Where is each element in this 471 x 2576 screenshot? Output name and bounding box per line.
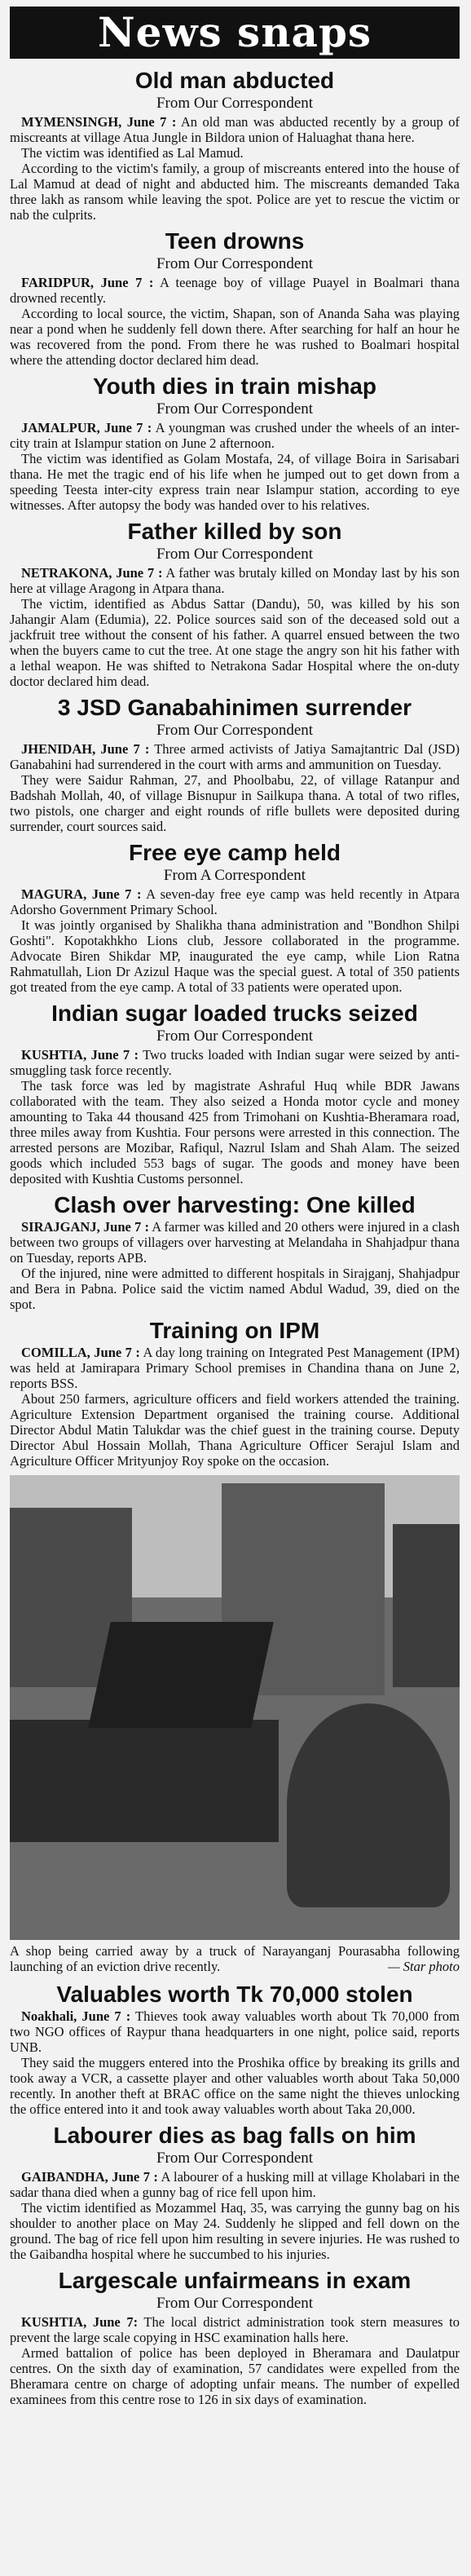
article-paragraph	[10, 886, 460, 917]
paragraph-text: Thieves took away valuables worth about Tk 70,000 from two NGO offices of Raypur thana headquarters in one night, police said, reports UNB.	[10, 2008, 460, 2055]
article-headline: Indian sugar loaded trucks seized	[51, 1001, 418, 1026]
article-byline: From Our Correspondent	[156, 2295, 314, 2312]
article-dateline: NETRAKONA, June 7 :	[21, 565, 163, 581]
news-article	[10, 2122, 460, 2262]
article-byline: From Our Correspondent	[156, 1027, 314, 1045]
article-headline: Training on IPM	[149, 1318, 320, 1343]
article-dateline: JAMALPUR, June 7 :	[21, 420, 152, 435]
paragraph-text: The victim was identified as Lal Mamud.	[21, 145, 244, 161]
paragraph-text: A father was brutaly killed on Monday last by his son here at village Aragong in Atpara thana.	[10, 565, 460, 596]
article-headline: Largescale unfairmeans in exam	[58, 2268, 412, 2293]
article-paragraph	[10, 114, 460, 145]
article-dateline: GAIBANDHA, June 7 :	[21, 2169, 158, 2185]
paragraph-text: They said the muggers entered into the Proshika office by breaking its grills and took away a VCR, a cassette player and other valuables worth about Taka 50,000 recently. In another theft at BRAC office on the same night the thieves unlocking the office entered into it and took away valuables worth about Taka 20,000.	[10, 2055, 460, 2117]
paragraph-text: According to the victim's family, a group of miscreants entered into the house of Lal Mamud at dead of night and abducted him. The miscreants demanded Taka three lakh as ransom while leaving the spot. Police are yet to rescue the victim or nab the culprits.	[10, 161, 460, 223]
article-paragraph	[10, 917, 460, 995]
paragraph-text: It was jointly organised by Shalikha thana administration and "Bondhon Shilpi Goshti". Kopotakhkho Lions club, Jessore collaborated in the programme. Advocate Biren Shikdar MP, inaugurated the eye camp, while Lion Ratna Rahmatullah, Lion Dr Azizul Haque was the special guest. A total of 350 patients got treated from the eye camp. A total of 33 patients were operated upon.	[10, 917, 460, 995]
article-byline: From Our Correspondent	[156, 546, 314, 563]
article-paragraph	[10, 1345, 460, 1391]
paragraph-text: The victim identified as Mozammel Haq, 35, was carrying the gunny bag on his shoulder to another place on May 24. Suddenly he slipped and fell down on the ground. The bag of rice fell upon him resulting in severe injuries. He was rushed to the Gaibandha hospital where he succumbed to his injuries.	[10, 2200, 460, 2262]
news-article	[10, 373, 460, 513]
news-article	[10, 67, 460, 223]
news-article	[10, 1981, 460, 2117]
article-paragraph	[10, 1266, 460, 1312]
article-byline: From Our Correspondent	[156, 95, 314, 112]
article-paragraph	[10, 2169, 460, 2200]
article-byline: From A Correspondent	[163, 867, 306, 884]
paragraph-text: Of the injured, nine were admitted to different hospitals in Sirajganj, Shahjadpur and Bera in Pabna. Police said the victim named Abdul Wadud, 39, died on the spot.	[10, 1266, 460, 1312]
article-dateline: SIRAJGANJ, June 7 :	[21, 1219, 149, 1235]
news-article	[10, 694, 460, 834]
news-article	[10, 2267, 460, 2407]
article-paragraph	[10, 565, 460, 596]
news-article	[10, 518, 460, 689]
photo-caption: A shop being carried away by a truck of Narayanganj Pourasabha following launching of an eviction drive recently.	[10, 1943, 460, 1974]
photo-caption-block	[10, 1943, 460, 1974]
photo-shop-structure	[88, 1622, 274, 1728]
article-headline: Valuables worth Tk 70,000 stolen	[56, 1982, 413, 2007]
photo-truck	[10, 1720, 279, 1842]
photo-building	[393, 1524, 460, 1687]
paragraph-text: A teenage boy of village Puayel in Boalmari thana drowned recently.	[10, 275, 460, 306]
article-headline: Labourer dies as bag falls on him	[53, 2123, 416, 2148]
article-paragraph	[10, 1078, 460, 1186]
paragraph-text: About 250 farmers, agriculture officers and field workers attended the training. Agriculture Extension Department organised the training course. Additional Director Abdul Matin Talukdar was the chief guest in the training course. Deputy Director Abul Hossain Mollah, Thana Agriculture Officer Serajul Islam and Agriculture Officer Mrityunjoy Roy spoke on the occasion.	[10, 1391, 460, 1469]
paragraph-text: Armed battalion of police has been deployed in Bheramara and Daulatpur centres. On the sixth day of examination, 57 candidates were expelled from the Bheramara centre on charge of adopting unfair means. The number of expelled examinees from this centre rose to 126 in six days of examination.	[10, 2345, 460, 2407]
article-paragraph	[10, 2055, 460, 2117]
article-dateline: MAGURA, June 7 :	[21, 886, 142, 902]
paragraph-text: The victim was identified as Golam Mostafa, 24, of village Boira in Sarisabari thana. He met the tragic end of his life when he jumped out to get down from a speeding Teesta inter-city express train near Islampur station, according to eye witnesses. After autopsy the body was handed over to his relatives.	[10, 451, 460, 513]
article-dateline: COMILLA, June 7 :	[21, 1345, 140, 1360]
article-byline: From Our Correspondent	[156, 722, 314, 739]
article-paragraph	[10, 451, 460, 513]
news-article	[10, 228, 460, 368]
article-paragraph	[10, 145, 460, 161]
article-dateline: MYMENSINGH, June 7 :	[21, 114, 177, 130]
article-paragraph	[10, 596, 460, 689]
article-paragraph	[10, 1391, 460, 1469]
paragraph-text: They were Saidur Rahman, 27, and Phoolbabu, 22, of village Ratanpur and Badshah Mollah, 40, of village Bisnupur in Sailkupa thana. A total of two rifles, two pistols, one charger and eight rounds of rifle bullets were deposited during surrender, court sources said.	[10, 772, 460, 834]
paragraph-text: A day long training on Integrated Pest Management (IPM) was held at Jamirapara Primary School premises in Chandina thana on June 2, reports BSS.	[10, 1345, 460, 1391]
photo-credit: — Star photo	[387, 1959, 460, 1974]
article-paragraph	[10, 1047, 460, 1078]
paragraph-text: Two trucks loaded with Indian sugar were seized by anti-smuggling task force recently.	[10, 1047, 460, 1078]
article-paragraph	[10, 2314, 460, 2345]
article-dateline: FARIDPUR, June 7 :	[21, 275, 154, 290]
articles-bottom	[10, 1981, 460, 2407]
article-dateline: JHENIDAH, June 7 :	[21, 741, 150, 757]
paragraph-text: An old man was abducted recently by a group of miscreants at village Atua Jungle in Bildora union of Haluaghat thana here.	[10, 114, 460, 145]
paragraph-text: A farmer was killed and 20 others were injured in a clash between two groups of villagers over harvesting at Melandaha in Shahjadpur thana on Tuesday, reports APB.	[10, 1219, 460, 1266]
paragraph-text: The local district administration took stern measures to prevent the large scale copying in HSC examination halls here.	[10, 2314, 460, 2345]
article-headline: Teen drowns	[165, 228, 305, 254]
photo-crowd	[287, 1703, 450, 1907]
article-byline: From Our Correspondent	[156, 2150, 314, 2167]
news-article	[10, 1000, 460, 1186]
article-headline: Old man abducted	[134, 68, 335, 93]
article-headline: Youth dies in train mishap	[93, 373, 376, 399]
article-headline: Father killed by son	[127, 519, 342, 544]
article-headline: Free eye camp held	[129, 840, 341, 865]
article-paragraph	[10, 1219, 460, 1266]
news-article	[10, 839, 460, 995]
paragraph-text: A seven-day free eye camp was held recently in Atpara Adorsho Government Primary School.	[10, 886, 460, 917]
paragraph-text: The victim, identified as Abdus Sattar (Dandu), 50, was killed by his son Jahangir Alam (Edumia), 22. Police sources said son of the deceased sold out a jackfruit tree without the consent of his father. A quarrel ensued between the two when the buyers came to cut the tree. At one stage the angry son hit his father with a lethal weapon. He was shifted to Netrakona Sadar Hospital where the on-duty doctor declared him dead.	[10, 596, 460, 689]
paragraph-text: Three armed activists of Jatiya Samajtantric Dal (JSD) Ganabahini had surrendered in the court with arms and ammunition on Tuesday.	[10, 741, 460, 772]
article-paragraph	[10, 2200, 460, 2262]
news-article	[10, 1317, 460, 1469]
article-paragraph	[10, 741, 460, 772]
masthead-title: News snaps	[97, 8, 372, 56]
article-dateline: KUSHTIA, June 7:	[21, 2314, 139, 2330]
news-photo	[10, 1475, 460, 1940]
paragraph-text: The task force was led by magistrate Ashraful Huq while BDR Jawans collaborated with the team. They also seized a Honda motor cycle and money amounting to Taka 44 thousand 425 from Trimohani on Kushtia-Bheramara road, three miles away from Kushtia. Four persons were arrested in this connection. The arrested persons are Mozibar, Rafiqul, Nazrul Islam and Shah Alam. The seized goods which included 553 bags of sugar. The goods and money have been deposited with Kushtia Customs personnel.	[10, 1078, 460, 1186]
article-paragraph	[10, 772, 460, 834]
masthead	[10, 7, 460, 59]
article-headline: Clash over harvesting: One killed	[54, 1192, 416, 1217]
article-byline: From Our Correspondent	[156, 255, 314, 272]
article-paragraph	[10, 2008, 460, 2055]
articles-top	[10, 67, 460, 1469]
article-dateline: KUSHTIA, June 7 :	[21, 1047, 139, 1063]
article-paragraph	[10, 161, 460, 223]
article-paragraph	[10, 275, 460, 306]
paragraph-text: According to local source, the victim, Shapan, son of Ananda Saha was playing near a pond when he suddenly fell down there. After searching for half an hour he was recovered from the pond. From there he was rushed to Boalmari hospital where the attending doctor declared him dead.	[10, 306, 460, 368]
news-article	[10, 1191, 460, 1312]
paragraph-text: A labourer of a husking mill at village Kholabari in the sadar thana died when a gunny bag of rice fell upon him.	[10, 2169, 460, 2200]
article-paragraph	[10, 2345, 460, 2407]
article-paragraph	[10, 306, 460, 368]
news-column	[10, 64, 460, 2412]
article-paragraph	[10, 420, 460, 451]
article-dateline: Noakhali, June 7 :	[21, 2008, 131, 2024]
article-byline: From Our Correspondent	[156, 400, 314, 418]
article-headline: 3 JSD Ganabahinimen surrender	[57, 695, 412, 720]
paragraph-text: A youngman was crushed under the wheels of an inter-city train at Islampur station on June 2 afternoon.	[10, 420, 460, 451]
